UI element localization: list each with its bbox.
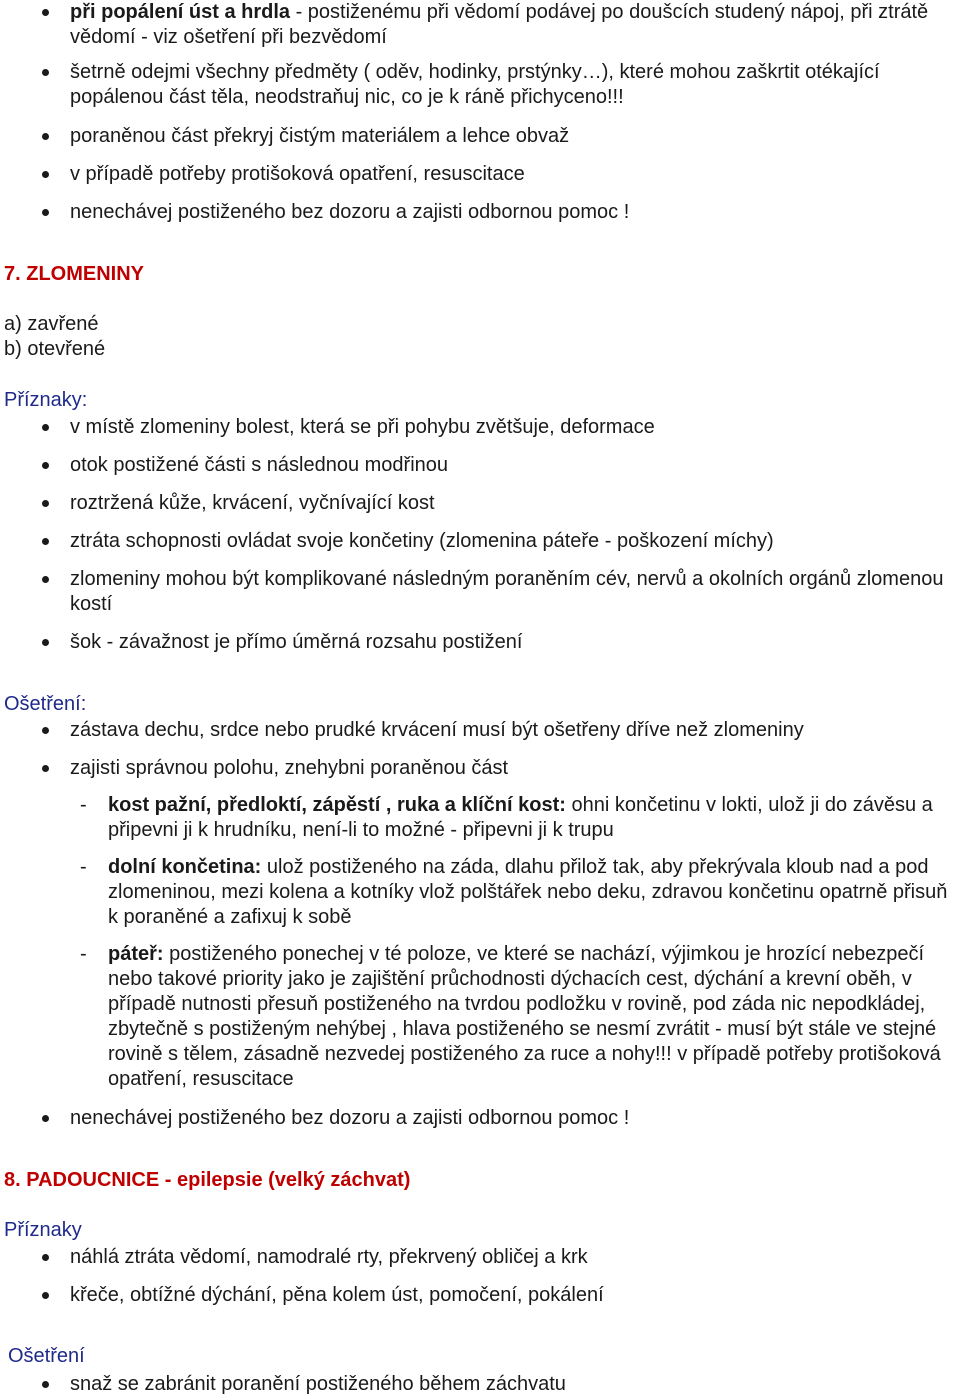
treatment-label: Ošetření: <box>4 693 87 715</box>
list-item: otok postižené části s následnou modřinou <box>70 453 950 478</box>
dash-item-text: ulož postiženého na záda, dlahu přilož tak, aby překrývala kloub nad a pod zlomeninou, mezi kolena a kotníky vlož polštářek nebo deku, zdravou končetinu opatrně přisuň k poraněné a zafixuj k sobě <box>108 856 948 928</box>
fracture-type-closed: a) zavřené <box>4 313 99 335</box>
section-heading: 8. PADOUCNICE - epilepsie (velký záchvat) <box>4 1169 411 1191</box>
dash-marker: - <box>80 856 87 878</box>
list-item: roztržená kůže, krvácení, vyčnívající kost <box>70 491 950 516</box>
dash-marker: - <box>80 943 87 965</box>
dash-item-spine <box>80 942 958 1092</box>
list-item: nenechávej postiženého bez dozoru a zajisti odbornou pomoc ! <box>70 1106 950 1131</box>
list-item: zlomeniny mohou být komplikované následným poraněním cév, nervů a okolních orgánů zlomenou kostí <box>70 567 950 617</box>
list-item: náhlá ztráta vědomí, namodralé rty, překrvený obličej a krk <box>70 1245 950 1270</box>
bold-term: při popálení úst a hrdla <box>70 1 291 23</box>
list-item: v případě potřeby protišoková opatření, resuscitace <box>70 162 950 187</box>
list-item: křeče, obtížné dýchání, pěna kolem úst, pomočení, pokálení <box>70 1283 950 1308</box>
list-item <box>70 0 950 50</box>
list-item: šok - závažnost je přímo úměrná rozsahu postižení <box>70 630 950 655</box>
list-item: zajisti správnou polohu, znehybni poraněnou část <box>70 756 950 781</box>
section-heading: 7. ZLOMENINY <box>4 263 145 285</box>
list-item: v místě zlomeniny bolest, která se při pohybu zvětšuje, deformace <box>70 415 950 440</box>
list-item: poraněnou část překryj čistým materiálem a lehce obvaž <box>70 124 950 149</box>
symptoms-label: Příznaky <box>4 1219 82 1241</box>
list-item: snaž se zabránit poranění postiženého během záchvatu <box>70 1372 950 1397</box>
list-item: ztráta schopnosti ovládat svoje končetiny (zlomenina páteře - poškození míchy) <box>70 529 950 554</box>
dash-item-arm <box>80 793 958 843</box>
dash-item-text: ohni končetinu v lokti, ulož ji do závěsu a připevni ji k hrudníku, není-li to možné - připevni ji k trupu <box>108 794 933 841</box>
treatment-label: Ošetření <box>8 1345 85 1367</box>
list-item: zástava dechu, srdce nebo prudké krvácení musí být ošetřeny dříve než zlomeniny <box>70 718 950 743</box>
bold-term: kost pažní, předloktí, zápěstí , ruka a klíční kost: <box>108 794 566 816</box>
list-item: nenechávej postiženého bez dozoru a zajisti odbornou pomoc ! <box>70 200 950 225</box>
dash-item-text: postiženého ponechej v té poloze, ve které se nachází, výjimkou je hrozící nebezpečí nebo takové priority jako je zajištění průchodnosti dýchacích cest, dýchání a krevní oběh, v případě nutnosti přesuň postiženého na tvrdou podložku v rovině, pod záda nic nepodkládej, zbytečně s postiženým nehýbej , hlava postiženého se nesmí zvrátit - musí být stále ve stejné rovině s tělem, zásadně nezvedej postiženého za ruce a nohy!!! v případě potřeby protišoková opatření, resuscitace <box>108 943 941 1090</box>
bold-term: páteř: <box>108 943 164 965</box>
bold-term: dolní končetina: <box>108 856 262 878</box>
symptoms-label: Příznaky: <box>4 389 88 411</box>
dash-marker: - <box>80 794 87 816</box>
list-item-text: - postiženému při vědomí podávej po doušcích studený nápoj, při ztrátě vědomí - viz ošetření při bezvědomí <box>70 1 929 48</box>
list-item: šetrně odejmi všechny předměty ( oděv, hodinky, prstýnky…), které mohou zaškrtit otékající popálenou část těla, neodstraňuj nic, co je k ráně přichyceno!!! <box>70 60 950 110</box>
dash-item-leg <box>80 855 958 930</box>
fracture-type-open: b) otevřené <box>4 338 106 360</box>
